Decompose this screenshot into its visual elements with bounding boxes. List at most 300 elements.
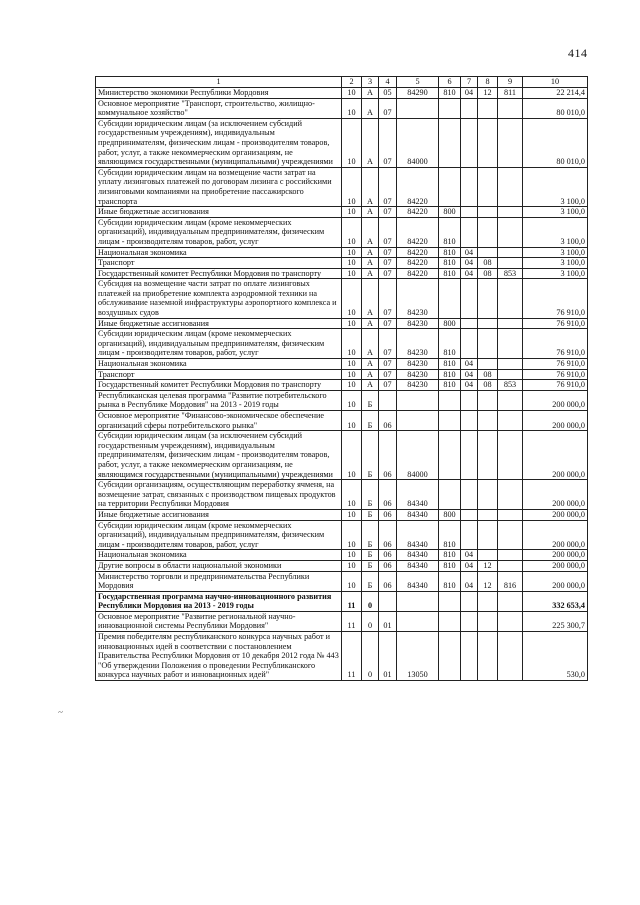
code-cell-9 — [498, 207, 523, 218]
code-cell-6 — [439, 390, 461, 410]
table-row — [96, 632, 588, 681]
row-name-cell: Государственный комитет Республики Мордовия по транспорту — [96, 268, 342, 279]
code-cell-5: 84230 — [397, 369, 439, 380]
code-cell-5 — [397, 591, 439, 611]
code-cell-8 — [478, 217, 498, 247]
amount-cell: 200 000,0 — [523, 480, 588, 510]
code-cell-5 — [397, 390, 439, 410]
amount-cell: 3 100,0 — [523, 207, 588, 218]
code-cell-2: 10 — [342, 560, 362, 571]
code-cell-6 — [439, 480, 461, 510]
amount-cell: 3 100,0 — [523, 217, 588, 247]
code-cell-8 — [478, 359, 498, 370]
code-cell-9: 811 — [498, 88, 523, 99]
code-cell-8 — [478, 247, 498, 258]
code-cell-5 — [397, 611, 439, 631]
table-row — [96, 571, 588, 591]
code-cell-4: 07 — [379, 279, 397, 318]
header-cell: 7 — [461, 77, 478, 88]
amount-cell: 530,0 — [523, 632, 588, 681]
amount-cell: 200 000,0 — [523, 411, 588, 431]
table-row — [96, 329, 588, 359]
code-cell-9 — [498, 167, 523, 206]
code-cell-6: 810 — [439, 380, 461, 391]
table-row — [96, 431, 588, 480]
table-row — [96, 591, 588, 611]
code-cell-2: 10 — [342, 520, 362, 550]
code-cell-6 — [439, 591, 461, 611]
row-name-cell: Основное мероприятие "Транспорт, строительство, жилищно-коммунальное хозяйство" — [96, 98, 342, 118]
row-name-cell: Национальная экономика — [96, 247, 342, 258]
code-cell-3: А — [362, 247, 379, 258]
code-cell-2: 10 — [342, 279, 362, 318]
code-cell-4: 07 — [379, 247, 397, 258]
code-cell-2: 10 — [342, 88, 362, 99]
code-cell-9: 853 — [498, 380, 523, 391]
code-cell-2: 10 — [342, 258, 362, 269]
table-row — [96, 411, 588, 431]
code-cell-8 — [478, 329, 498, 359]
code-cell-7 — [461, 217, 478, 247]
table-row — [96, 258, 588, 269]
code-cell-7: 04 — [461, 380, 478, 391]
code-cell-6: 810 — [439, 247, 461, 258]
table-row — [96, 217, 588, 247]
code-cell-2: 10 — [342, 318, 362, 329]
code-cell-2: 10 — [342, 480, 362, 510]
code-cell-9 — [498, 217, 523, 247]
row-name-cell: Иные бюджетные ассигнования — [96, 509, 342, 520]
row-name-cell: Субсидии юридическим лицам (кроме некоммерческих организаций), индивидуальным предпринимателям, физическим лицам - производителям товаров, работ, услуг — [96, 329, 342, 359]
code-cell-7 — [461, 329, 478, 359]
code-cell-8 — [478, 431, 498, 480]
code-cell-4 — [379, 591, 397, 611]
code-cell-8 — [478, 390, 498, 410]
code-cell-4: 07 — [379, 207, 397, 218]
code-cell-5: 84340 — [397, 509, 439, 520]
table-row — [96, 98, 588, 118]
code-cell-8: 08 — [478, 369, 498, 380]
code-cell-4: 06 — [379, 411, 397, 431]
code-cell-4: 07 — [379, 359, 397, 370]
code-cell-3: Б — [362, 411, 379, 431]
code-cell-8: 12 — [478, 560, 498, 571]
row-name-cell: Государственная программа научно-инновационного развития Республики Мордовия на 2013 - 2019 годы — [96, 591, 342, 611]
table-row — [96, 380, 588, 391]
code-cell-5 — [397, 98, 439, 118]
header-row — [96, 77, 588, 88]
code-cell-6: 800 — [439, 318, 461, 329]
row-name-cell: Иные бюджетные ассигнования — [96, 207, 342, 218]
table-row — [96, 480, 588, 510]
code-cell-3: Б — [362, 431, 379, 480]
code-cell-7 — [461, 520, 478, 550]
code-cell-5: 84230 — [397, 329, 439, 359]
code-cell-8: 12 — [478, 571, 498, 591]
row-name-cell: Основное мероприятие "Развитие региональной научно-инновационной системы Республики Мордовия" — [96, 611, 342, 631]
code-cell-2: 10 — [342, 509, 362, 520]
code-cell-3: Б — [362, 550, 379, 561]
code-cell-5: 84230 — [397, 279, 439, 318]
code-cell-2: 10 — [342, 550, 362, 561]
code-cell-9 — [498, 318, 523, 329]
code-cell-2: 10 — [342, 369, 362, 380]
code-cell-3: А — [362, 98, 379, 118]
code-cell-6: 810 — [439, 369, 461, 380]
code-cell-9 — [498, 369, 523, 380]
code-cell-6 — [439, 118, 461, 167]
code-cell-8: 08 — [478, 380, 498, 391]
code-cell-5: 84220 — [397, 217, 439, 247]
code-cell-3: Б — [362, 571, 379, 591]
code-cell-3: А — [362, 258, 379, 269]
code-cell-7 — [461, 411, 478, 431]
row-name-cell: Транспорт — [96, 258, 342, 269]
code-cell-3: А — [362, 118, 379, 167]
code-cell-2: 10 — [342, 390, 362, 410]
code-cell-5: 84340 — [397, 480, 439, 510]
code-cell-4: 06 — [379, 550, 397, 561]
code-cell-4: 07 — [379, 167, 397, 206]
code-cell-7 — [461, 279, 478, 318]
code-cell-3: Б — [362, 509, 379, 520]
code-cell-8 — [478, 611, 498, 631]
code-cell-4: 06 — [379, 571, 397, 591]
code-cell-7: 04 — [461, 88, 478, 99]
code-cell-8 — [478, 318, 498, 329]
code-cell-2: 11 — [342, 591, 362, 611]
row-name-cell: Субсидия на возмещение части затрат по оплате лизинговых платежей на приобретение комплекта аэродромной техники на обслуживание наземной инфраструктуры аэропортного комплекса и воздушных судов — [96, 279, 342, 318]
table-row — [96, 560, 588, 571]
code-cell-6: 810 — [439, 520, 461, 550]
code-cell-7: 04 — [461, 560, 478, 571]
code-cell-8 — [478, 520, 498, 550]
code-cell-4: 01 — [379, 632, 397, 681]
code-cell-3: А — [362, 329, 379, 359]
code-cell-4: 06 — [379, 480, 397, 510]
code-cell-7 — [461, 632, 478, 681]
code-cell-4: 06 — [379, 520, 397, 550]
code-cell-4: 07 — [379, 329, 397, 359]
code-cell-7 — [461, 480, 478, 510]
code-cell-5: 84220 — [397, 207, 439, 218]
code-cell-2: 10 — [342, 118, 362, 167]
code-cell-6: 810 — [439, 258, 461, 269]
row-name-cell: Транспорт — [96, 369, 342, 380]
code-cell-8: 12 — [478, 88, 498, 99]
table-row — [96, 520, 588, 550]
code-cell-7: 04 — [461, 268, 478, 279]
code-cell-3: Б — [362, 520, 379, 550]
table-row — [96, 207, 588, 218]
row-name-cell: Национальная экономика — [96, 550, 342, 561]
page-number: 414 — [568, 46, 588, 60]
code-cell-4: 07 — [379, 318, 397, 329]
code-cell-5 — [397, 411, 439, 431]
header-cell: 1 — [96, 77, 342, 88]
code-cell-9 — [498, 560, 523, 571]
code-cell-6: 810 — [439, 571, 461, 591]
amount-cell: 76 910,0 — [523, 318, 588, 329]
header-cell: 4 — [379, 77, 397, 88]
row-name-cell: Республиканская целевая программа "Развитие потребительского рынка в Республике Мордовия" на 2013 - 2019 годы — [96, 390, 342, 410]
row-name-cell: Другие вопросы в области национальной экономики — [96, 560, 342, 571]
code-cell-9: 853 — [498, 268, 523, 279]
code-cell-7: 04 — [461, 571, 478, 591]
code-cell-6: 810 — [439, 217, 461, 247]
code-cell-7 — [461, 167, 478, 206]
code-cell-8 — [478, 118, 498, 167]
row-name-cell: Министерство экономики Республики Мордовия — [96, 88, 342, 99]
amount-cell: 200 000,0 — [523, 571, 588, 591]
code-cell-7 — [461, 591, 478, 611]
amount-cell: 200 000,0 — [523, 390, 588, 410]
table-row — [96, 247, 588, 258]
code-cell-9 — [498, 632, 523, 681]
code-cell-9 — [498, 431, 523, 480]
row-name-cell: Субсидии юридическим лицам (за исключением субсидий государственным учреждениям), индивидуальным предпринимателям, физическим лицам - производителям товаров, работ, услуг, а также некоммерческим организациям, не являющимся государственными (муниципальными) учреждениями — [96, 118, 342, 167]
code-cell-2: 10 — [342, 571, 362, 591]
header-cell: 9 — [498, 77, 523, 88]
table-row — [96, 118, 588, 167]
table-row — [96, 550, 588, 561]
code-cell-4 — [379, 390, 397, 410]
code-cell-5: 84230 — [397, 359, 439, 370]
code-cell-4: 07 — [379, 118, 397, 167]
code-cell-8 — [478, 480, 498, 510]
code-cell-6 — [439, 411, 461, 431]
amount-cell: 76 910,0 — [523, 359, 588, 370]
code-cell-5: 84000 — [397, 118, 439, 167]
row-name-cell: Субсидии юридическим лицам на возмещение части затрат на уплату лизинговых платежей по договорам лизинга с российскими лизинговыми компаниями на приобретение пассажирского транспорта — [96, 167, 342, 206]
code-cell-9 — [498, 611, 523, 631]
code-cell-6 — [439, 167, 461, 206]
code-cell-8 — [478, 279, 498, 318]
table-row — [96, 279, 588, 318]
code-cell-8 — [478, 207, 498, 218]
code-cell-3: А — [362, 359, 379, 370]
code-cell-9 — [498, 279, 523, 318]
code-cell-6 — [439, 279, 461, 318]
code-cell-3: 0 — [362, 591, 379, 611]
header-cell: 3 — [362, 77, 379, 88]
amount-cell: 76 910,0 — [523, 369, 588, 380]
code-cell-6: 810 — [439, 268, 461, 279]
code-cell-2: 10 — [342, 217, 362, 247]
code-cell-9 — [498, 258, 523, 269]
code-cell-3: А — [362, 380, 379, 391]
code-cell-9 — [498, 509, 523, 520]
code-cell-5: 84340 — [397, 560, 439, 571]
code-cell-4: 06 — [379, 509, 397, 520]
code-cell-5: 84230 — [397, 318, 439, 329]
code-cell-6: 810 — [439, 560, 461, 571]
code-cell-8 — [478, 591, 498, 611]
code-cell-4: 07 — [379, 380, 397, 391]
code-cell-3: А — [362, 279, 379, 318]
amount-cell: 3 100,0 — [523, 167, 588, 206]
code-cell-3: А — [362, 167, 379, 206]
code-cell-5: 84340 — [397, 571, 439, 591]
code-cell-8 — [478, 167, 498, 206]
code-cell-7: 04 — [461, 359, 478, 370]
code-cell-8 — [478, 411, 498, 431]
table-row — [96, 318, 588, 329]
table-row — [96, 390, 588, 410]
code-cell-6: 800 — [439, 207, 461, 218]
code-cell-4: 06 — [379, 431, 397, 480]
header-cell: 5 — [397, 77, 439, 88]
code-cell-5: 84340 — [397, 550, 439, 561]
code-cell-3: 0 — [362, 632, 379, 681]
amount-cell: 225 300,7 — [523, 611, 588, 631]
code-cell-7 — [461, 611, 478, 631]
code-cell-2: 11 — [342, 611, 362, 631]
code-cell-5: 84230 — [397, 380, 439, 391]
code-cell-5: 13050 — [397, 632, 439, 681]
code-cell-2: 10 — [342, 359, 362, 370]
row-name-cell: Иные бюджетные ассигнования — [96, 318, 342, 329]
code-cell-9: 816 — [498, 571, 523, 591]
row-name-cell: Основное мероприятие "Финансово-экономическое обеспечение организаций сферы потребительского рынка" — [96, 411, 342, 431]
code-cell-4: 07 — [379, 268, 397, 279]
code-cell-6 — [439, 431, 461, 480]
code-cell-4: 07 — [379, 369, 397, 380]
amount-cell: 76 910,0 — [523, 380, 588, 391]
amount-cell: 3 100,0 — [523, 268, 588, 279]
amount-cell: 200 000,0 — [523, 520, 588, 550]
code-cell-8: 08 — [478, 268, 498, 279]
header-cell: 6 — [439, 77, 461, 88]
amount-cell: 80 010,0 — [523, 118, 588, 167]
code-cell-7: 04 — [461, 247, 478, 258]
code-cell-6: 810 — [439, 550, 461, 561]
code-cell-9 — [498, 359, 523, 370]
header-cell: 10 — [523, 77, 588, 88]
code-cell-2: 10 — [342, 431, 362, 480]
code-cell-3: Б — [362, 390, 379, 410]
code-cell-9 — [498, 98, 523, 118]
code-cell-9 — [498, 411, 523, 431]
code-cell-5: 84340 — [397, 520, 439, 550]
code-cell-7: 04 — [461, 550, 478, 561]
code-cell-9 — [498, 520, 523, 550]
amount-cell: 3 100,0 — [523, 258, 588, 269]
code-cell-3: А — [362, 268, 379, 279]
code-cell-7 — [461, 118, 478, 167]
code-cell-2: 10 — [342, 380, 362, 391]
code-cell-4: 07 — [379, 258, 397, 269]
row-name-cell: Премия победителям республиканского конкурса научных работ и инновационных идей в соответствии с постановлением Правительства Республики Мордовия от 10 декабря 2012 года № 443 "Об утверждении Положения о проведении Республиканского конкурса научных работ и инновационных идей" — [96, 632, 342, 681]
amount-cell: 200 000,0 — [523, 560, 588, 571]
code-cell-3: А — [362, 207, 379, 218]
code-cell-8 — [478, 509, 498, 520]
code-cell-4: 06 — [379, 560, 397, 571]
code-cell-5: 84220 — [397, 268, 439, 279]
code-cell-7 — [461, 390, 478, 410]
code-cell-5: 84220 — [397, 258, 439, 269]
code-cell-3: А — [362, 369, 379, 380]
code-cell-9 — [498, 550, 523, 561]
code-cell-2: 10 — [342, 268, 362, 279]
code-cell-2: 10 — [342, 98, 362, 118]
amount-cell: 200 000,0 — [523, 431, 588, 480]
table-row — [96, 509, 588, 520]
code-cell-5: 84000 — [397, 431, 439, 480]
code-cell-7 — [461, 98, 478, 118]
code-cell-2: 10 — [342, 329, 362, 359]
table-row — [96, 268, 588, 279]
budget-table — [95, 76, 588, 681]
row-name-cell: Субсидии организациям, осуществляющим переработку ячменя, на возмещение затрат, связанных с производством пищевых продуктов на территории Республики Мордовия — [96, 480, 342, 510]
amount-cell: 76 910,0 — [523, 329, 588, 359]
code-cell-5: 84290 — [397, 88, 439, 99]
code-cell-3: А — [362, 88, 379, 99]
margin-mark: ~ — [57, 706, 64, 718]
code-cell-9 — [498, 591, 523, 611]
row-name-cell: Государственный комитет Республики Мордовия по транспорту — [96, 380, 342, 391]
code-cell-9 — [498, 247, 523, 258]
code-cell-3: А — [362, 217, 379, 247]
code-cell-4: 05 — [379, 88, 397, 99]
code-cell-6 — [439, 98, 461, 118]
code-cell-9 — [498, 480, 523, 510]
code-cell-8 — [478, 632, 498, 681]
table-row — [96, 359, 588, 370]
code-cell-4: 07 — [379, 98, 397, 118]
code-cell-5: 84220 — [397, 167, 439, 206]
header-cell: 2 — [342, 77, 362, 88]
code-cell-6 — [439, 632, 461, 681]
code-cell-3: А — [362, 318, 379, 329]
code-cell-2: 10 — [342, 207, 362, 218]
header-cell: 8 — [478, 77, 498, 88]
code-cell-7: 04 — [461, 258, 478, 269]
code-cell-3: Б — [362, 480, 379, 510]
table-row — [96, 88, 588, 99]
code-cell-7 — [461, 207, 478, 218]
code-cell-7 — [461, 318, 478, 329]
table-row — [96, 611, 588, 631]
code-cell-3: 0 — [362, 611, 379, 631]
code-cell-4: 07 — [379, 217, 397, 247]
code-cell-8 — [478, 98, 498, 118]
row-name-cell: Субсидии юридическим лицам (за исключением субсидий государственным учреждениям), индивидуальным предпринимателям, физическим лицам - производителям товаров, работ, услуг, а также некоммерческим организациям, не являющимся государственными (муниципальными) учреждениями — [96, 431, 342, 480]
code-cell-5: 84220 — [397, 247, 439, 258]
code-cell-2: 10 — [342, 247, 362, 258]
row-name-cell: Министерство торговли и предпринимательства Республики Мордовия — [96, 571, 342, 591]
code-cell-9 — [498, 390, 523, 410]
code-cell-8: 08 — [478, 258, 498, 269]
code-cell-9 — [498, 329, 523, 359]
amount-cell: 332 653,4 — [523, 591, 588, 611]
code-cell-2: 11 — [342, 632, 362, 681]
row-name-cell: Субсидии юридическим лицам (кроме некоммерческих организаций), индивидуальным предпринимателям, физическим лицам - производителям товаров, работ, услуг — [96, 217, 342, 247]
table-row — [96, 167, 588, 206]
amount-cell: 200 000,0 — [523, 550, 588, 561]
code-cell-6: 810 — [439, 88, 461, 99]
row-name-cell: Субсидии юридическим лицам (кроме некоммерческих организаций), индивидуальным предпринимателям, физическим лицам - производителям товаров, работ, услуг — [96, 520, 342, 550]
amount-cell: 80 010,0 — [523, 98, 588, 118]
code-cell-7 — [461, 431, 478, 480]
code-cell-8 — [478, 550, 498, 561]
table-row — [96, 369, 588, 380]
code-cell-6: 810 — [439, 359, 461, 370]
code-cell-6: 810 — [439, 329, 461, 359]
amount-cell: 200 000,0 — [523, 509, 588, 520]
code-cell-2: 10 — [342, 167, 362, 206]
row-name-cell: Национальная экономика — [96, 359, 342, 370]
